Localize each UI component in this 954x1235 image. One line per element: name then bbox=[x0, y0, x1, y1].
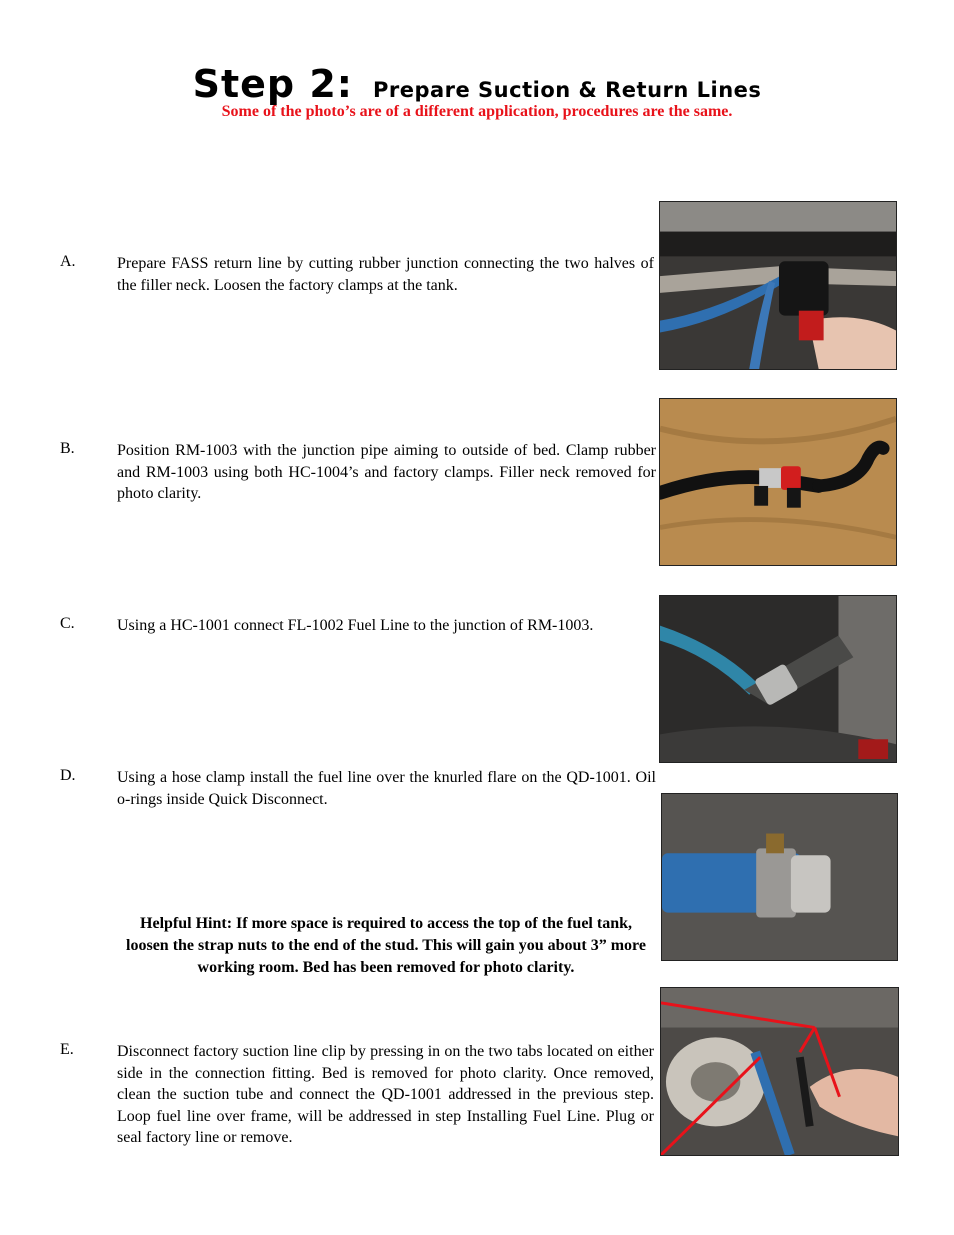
helpful-hint: Helpful Hint: If more space is required to access the top of the fuel tank, loosen the strap nuts to the end of the stud. This will gain you about 3” more working room. Bed has been removed for photo clarity. bbox=[126, 915, 646, 976]
photo-suction-line-clip bbox=[660, 987, 899, 1156]
step-a-text: Prepare FASS return line by cutting rubber junction connecting the two halves of the filler neck. Loosen the factory clamps at the tank. bbox=[117, 255, 654, 294]
photo-qd1001-hose-clamp bbox=[661, 793, 898, 961]
step-c-letter: C. bbox=[60, 615, 75, 632]
photo-cutting-junction bbox=[659, 201, 897, 370]
page-subtitle: Some of the photo’s are of a different application, procedures are the same. bbox=[221, 103, 733, 120]
step-e-text: Disconnect factory suction line clip by pressing in on the two tabs located on either side in the connection fitting. Bed is removed for photo clarity. Once removed, clean the suction tube and connect the QD-1001 addressed in the previous step. Loop fuel line over frame, will be addressed in step Installing Fuel Line. Plug or seal factory line or remove. bbox=[117, 1043, 654, 1146]
step-b-text: Position RM-1003 with the junction pipe aiming to outside of bed. Clamp rubber and RM-1003 using both HC-1004’s and factory clamps. Filler neck removed for photo clarity. bbox=[117, 442, 656, 502]
page-title bbox=[0, 62, 954, 106]
photo-rm1003-junction bbox=[659, 398, 897, 566]
step-d-text: Using a hose clamp install the fuel line over the knurled flare on the QD-1001. Oil o-rings inside Quick Disconnect. bbox=[117, 769, 656, 808]
step-a-letter: A. bbox=[60, 253, 76, 270]
step-b-letter: B. bbox=[60, 440, 75, 457]
title-rest: Prepare Suction & Return Lines bbox=[372, 78, 762, 102]
photo-fl1002-connection bbox=[659, 595, 897, 763]
title-step: Step 2: bbox=[192, 62, 353, 106]
step-e-letter: E. bbox=[60, 1041, 74, 1058]
step-c-text: Using a HC-1001 connect FL-1002 Fuel Line to the junction of RM-1003. bbox=[117, 617, 594, 634]
step-d-letter: D. bbox=[60, 767, 76, 784]
